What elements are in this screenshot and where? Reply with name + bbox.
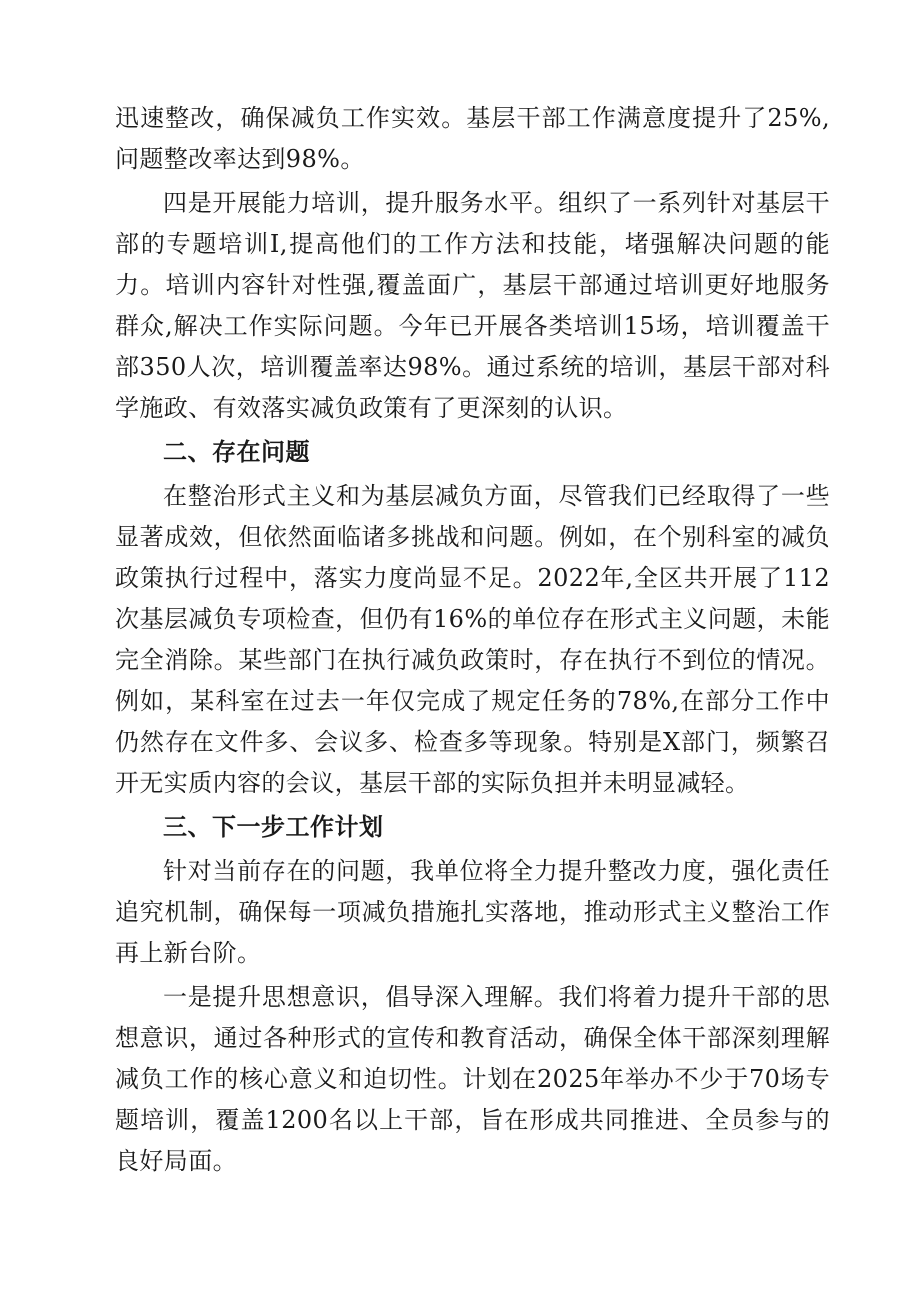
paragraph-plan-one: 一是提升思想意识，倡导深入理解。我们将着力提升干部的思想意识，通过各种形式的宣传和教育活动，确保全体干部深刻理解减负工作的核心意义和迫切性。计划在2025年举办不少于70场专题培训，覆盖1200名以上干部，旨在形成共同推进、全员参与的良好局面。 xyxy=(115,983,830,1175)
paragraph-plan-intro: 针对当前存在的问题，我单位将全力提升整改力度，强化责任追究机制，确保每一项减负措施扎实落地，推动形式主义整治工作再上新台阶。 xyxy=(115,857,830,967)
paragraph-training: 四是开展能力培训，提升服务水平。组织了一系列针对基层干部的专题培训I,提高他们的工作方法和技能，堵强解决问题的能力。培训内容针对性强,覆盖面广，基层干部通过培训更好地服务群众,解决工作实际问题。今年已开展各类培训15场，培训覆盖干部350人次，培训覆盖率达98%。通过系统的培训，基层干部对科学施政、有效落实减负政策有了更深刻的认识。 xyxy=(115,189,830,422)
document-body xyxy=(115,98,830,1185)
paragraph-continued: 迅速整改，确保减负工作实效。基层干部工作满意度提升了25%,问题整改率达到98%。 xyxy=(115,104,830,173)
section-heading-problems: 二、存在问题 xyxy=(163,438,310,466)
section-heading-plan: 三、下一步工作计划 xyxy=(163,813,384,841)
paragraph-problems: 在整治形式主义和为基层减负方面，尽管我们已经取得了一些显著成效，但依然面临诸多挑战和问题。例如，在个别科室的减负政策执行过程中，落实力度尚显不足。2022年,全区共开展了112次基层减负专项检查，但仍有16%的单位存在形式主义问题，未能完全消除。某些部门在执行减负政策时，存在执行不到位的情况。例如，某科室在过去一年仅完成了规定任务的78%,在部分工作中仍然存在文件多、会议多、检查多等现象。特别是X部门，频繁召开无实质内容的会议，基层干部的实际负担并未明显减轻。 xyxy=(115,482,830,797)
